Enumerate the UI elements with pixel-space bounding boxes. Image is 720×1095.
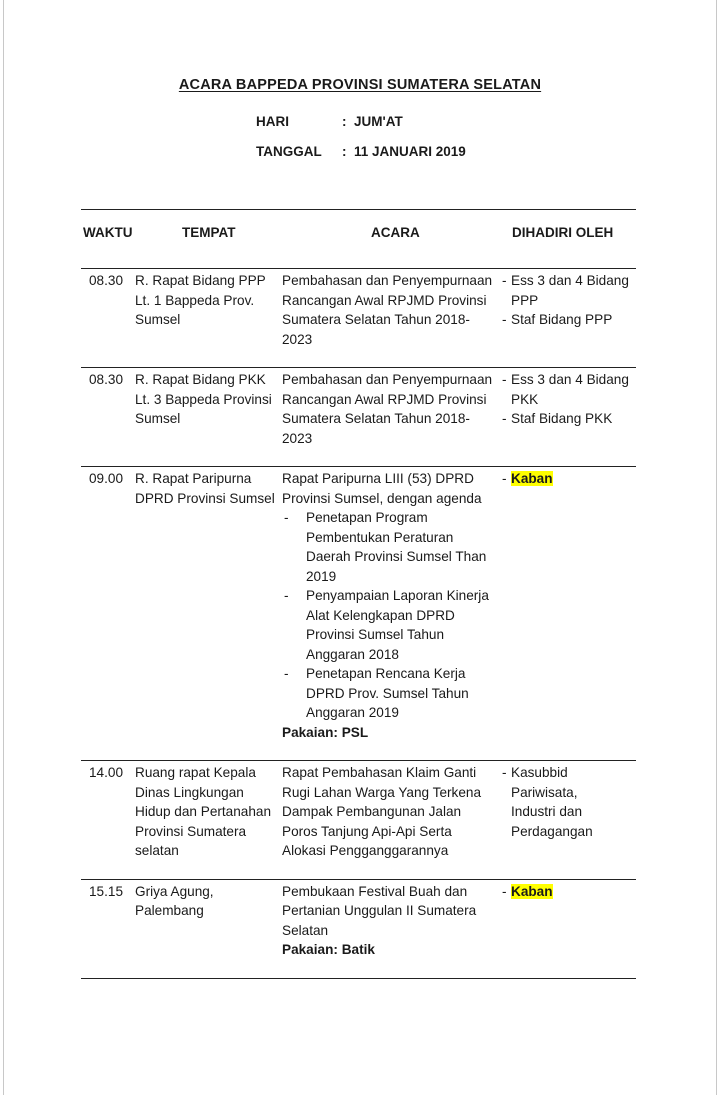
attendee-line: Staf Bidang PPP bbox=[511, 312, 613, 327]
bullet-dash: - bbox=[502, 372, 507, 387]
meta-colon: : bbox=[342, 114, 347, 129]
attendee-item bbox=[502, 763, 636, 841]
bullet-dash: - bbox=[284, 588, 289, 603]
tempat-line: R. Rapat Paripurna bbox=[135, 471, 252, 486]
pakaian-label: Pakaian: PSL bbox=[282, 724, 369, 740]
tempat-line: Sumsel bbox=[135, 312, 181, 327]
cell-acara bbox=[282, 763, 502, 861]
tempat-line: Sumsel bbox=[135, 411, 181, 426]
agenda-line: Alat Kelengkapan DPRD bbox=[306, 607, 455, 623]
table-header bbox=[81, 210, 636, 268]
bullet-dash: - bbox=[284, 510, 289, 525]
attendee-line: Ess 3 dan 4 Bidang bbox=[511, 273, 629, 288]
meta-hari bbox=[256, 114, 403, 129]
agenda-line: Penetapan Rencana Kerja bbox=[306, 666, 466, 681]
attendee-item bbox=[502, 370, 636, 409]
acara-line: 2023 bbox=[282, 430, 313, 446]
tempat-line: Provinsi Sumatera bbox=[135, 823, 247, 839]
table-row bbox=[81, 761, 636, 879]
cell-tempat bbox=[135, 882, 282, 921]
tempat-line: DPRD Provinsi Sumsel bbox=[135, 490, 275, 506]
bullet-dash: - bbox=[502, 312, 507, 327]
attendee-line: PPP bbox=[511, 292, 539, 308]
cell-dihadiri bbox=[502, 882, 636, 902]
agenda-line: Anggaran 2018 bbox=[306, 646, 399, 662]
attendee-line: Industri dan bbox=[511, 804, 583, 819]
meta-label: TANGGAL bbox=[256, 144, 322, 159]
bullet-dash: - bbox=[502, 883, 507, 899]
table-row bbox=[81, 880, 636, 978]
acara-line: Rapat Paripurna LIII (53) DPRD bbox=[282, 471, 474, 486]
attendee-item bbox=[502, 882, 636, 902]
attendee-line: Perdagangan bbox=[511, 823, 593, 839]
acara-line: Rugi Lahan Warga Yang Terkena bbox=[282, 784, 482, 800]
cell-acara bbox=[282, 469, 502, 742]
acara-line: Sumatera Selatan Tahun 2018- bbox=[282, 411, 470, 426]
attendee-line: Staf Bidang PKK bbox=[511, 411, 613, 426]
cell-dihadiri bbox=[502, 370, 636, 429]
agenda-line: Penetapan Program bbox=[306, 510, 428, 525]
cell-dihadiri bbox=[502, 763, 636, 841]
cell-acara bbox=[282, 271, 502, 349]
cell-waktu: 09.00 bbox=[89, 471, 124, 486]
agenda-line: 2019 bbox=[306, 568, 337, 584]
page-edge-left bbox=[3, 0, 4, 1095]
cell-acara bbox=[282, 882, 502, 960]
attendee-line: PKK bbox=[511, 391, 539, 407]
tempat-line: Palembang bbox=[135, 903, 204, 918]
cell-waktu: 08.30 bbox=[89, 273, 124, 288]
schedule-table bbox=[81, 209, 636, 979]
tempat-line: Lt. 1 Bappeda Prov. bbox=[135, 292, 255, 308]
acara-line: 2023 bbox=[282, 331, 313, 347]
title-text: ACARA BAPPEDA PROVINSI SUMATERA SELATAN bbox=[178, 77, 542, 93]
cell-dihadiri bbox=[502, 271, 636, 330]
attendee-line: Kasubbid bbox=[511, 765, 568, 780]
acara-line: Poros Tanjung Api-Api Serta bbox=[282, 823, 452, 839]
attendee-item bbox=[502, 469, 636, 489]
bullet-dash: - bbox=[502, 411, 507, 426]
acara-line: Rancangan Awal RPJMD Provinsi bbox=[282, 391, 487, 407]
table-body bbox=[81, 269, 636, 979]
acara-line: Alokasi Pengganggarannya bbox=[282, 843, 449, 858]
header-acara: ACARA bbox=[371, 225, 420, 240]
cell-dihadiri bbox=[502, 469, 636, 489]
pakaian-label: Pakaian: Batik bbox=[282, 942, 375, 957]
cell-tempat bbox=[135, 271, 282, 330]
table-row bbox=[81, 269, 636, 367]
acara-line: Provinsi Sumsel, dengan agenda bbox=[282, 490, 482, 506]
cell-tempat bbox=[135, 370, 282, 429]
agenda-line: Pembentukan Peraturan bbox=[306, 529, 454, 545]
acara-line: Pembahasan dan Penyempurnaan bbox=[282, 372, 493, 387]
cell-acara bbox=[282, 370, 502, 448]
tempat-line: R. Rapat Bidang PPP bbox=[135, 273, 266, 288]
cell-waktu: 08.30 bbox=[89, 372, 124, 387]
tempat-line: Ruang rapat Kepala bbox=[135, 765, 256, 780]
meta-colon: : bbox=[342, 144, 347, 159]
header-tempat: TEMPAT bbox=[182, 225, 236, 240]
agenda-line: Anggaran 2019 bbox=[306, 705, 399, 720]
acara-line: Dampak Pembangunan Jalan bbox=[282, 804, 462, 819]
agenda-item bbox=[282, 586, 494, 664]
meta-value: 11 JANUARI 2019 bbox=[354, 144, 466, 159]
page-edge-right bbox=[716, 0, 717, 1095]
attendee-item bbox=[502, 271, 636, 310]
cell-waktu: 15.15 bbox=[89, 883, 124, 899]
tempat-line: Hidup dan Pertanahan bbox=[135, 804, 272, 819]
attendee-item bbox=[502, 409, 636, 429]
tempat-line: Griya Agung, bbox=[135, 883, 214, 899]
acara-line: Selatan bbox=[282, 922, 329, 938]
meta-tanggal bbox=[256, 144, 466, 159]
header-waktu: WAKTU bbox=[83, 225, 133, 240]
highlighted-attendee: Kaban bbox=[511, 883, 553, 899]
meta-value: JUM'AT bbox=[354, 114, 403, 129]
bullet-dash: - bbox=[284, 666, 289, 681]
attendee-line bbox=[511, 882, 636, 902]
highlighted-attendee: Kaban bbox=[511, 471, 553, 486]
cell-waktu: 14.00 bbox=[89, 765, 124, 780]
attendee-line bbox=[511, 469, 636, 489]
agenda-line: Penyampaian Laporan Kinerja bbox=[306, 588, 489, 603]
acara-line: Rancangan Awal RPJMD Provinsi bbox=[282, 292, 487, 308]
row-rule bbox=[81, 978, 636, 979]
agenda-line: Daerah Provinsi Sumsel Than bbox=[306, 549, 487, 564]
agenda-item bbox=[282, 664, 494, 723]
tempat-line: Lt. 3 Bappeda Provinsi bbox=[135, 391, 272, 407]
acara-line: Sumatera Selatan Tahun 2018- bbox=[282, 312, 470, 327]
document-title bbox=[0, 77, 720, 93]
table-row bbox=[81, 368, 636, 466]
agenda-line: DPRD Prov. Sumsel Tahun bbox=[306, 685, 469, 701]
attendee-item bbox=[502, 310, 636, 330]
acara-line: Pertanian Unggulan II Sumatera bbox=[282, 903, 477, 918]
acara-line: Rapat Pembahasan Klaim Ganti bbox=[282, 765, 477, 780]
acara-line: Pembahasan dan Penyempurnaan bbox=[282, 273, 493, 288]
tempat-line: Dinas Lingkungan bbox=[135, 784, 244, 800]
attendee-line: Ess 3 dan 4 Bidang bbox=[511, 372, 629, 387]
attendee-line: Pariwisata, bbox=[511, 784, 578, 800]
cell-tempat bbox=[135, 469, 282, 508]
bullet-dash: - bbox=[502, 273, 507, 288]
bullet-dash: - bbox=[502, 765, 507, 780]
meta-label: HARI bbox=[256, 114, 289, 129]
agenda-item bbox=[282, 508, 494, 586]
agenda-line: Provinsi Sumsel Tahun bbox=[306, 627, 445, 642]
bullet-dash: - bbox=[502, 471, 507, 486]
acara-line: Pembukaan Festival Buah dan bbox=[282, 883, 468, 899]
tempat-line: R. Rapat Bidang PKK bbox=[135, 372, 266, 387]
header-dihadiri: DIHADIRI OLEH bbox=[512, 225, 614, 240]
table-row bbox=[81, 467, 636, 760]
cell-tempat bbox=[135, 763, 282, 861]
tempat-line: selatan bbox=[135, 843, 179, 858]
